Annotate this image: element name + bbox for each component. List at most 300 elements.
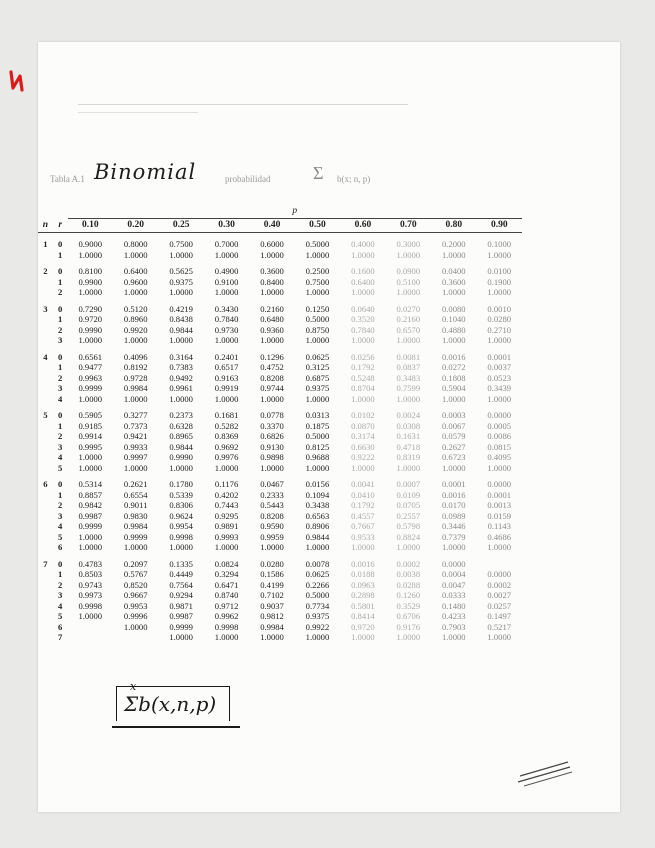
probability-cell: 0.2266 xyxy=(305,579,330,590)
probability-cell: 0.9987 xyxy=(169,611,193,621)
probability-cell: 0.0900 xyxy=(396,266,421,276)
n-cell xyxy=(38,394,53,405)
probability-cell: 0.0170 xyxy=(441,500,466,510)
probability-cell: 0.3520 xyxy=(351,314,375,324)
probability-cell: 0.9294 xyxy=(169,590,193,600)
probability-cell: 1.0000 xyxy=(169,462,193,473)
n-cell: 4 xyxy=(43,351,48,362)
probability-cell: 0.9998 xyxy=(78,600,103,611)
probability-cell: 0.9963 xyxy=(78,372,103,383)
r-cell: 5 xyxy=(58,611,63,621)
probability-cell: 1.0000 xyxy=(351,393,375,404)
probability-cell: 0.9421 xyxy=(123,431,148,441)
probability-cell: 0.7564 xyxy=(169,579,193,590)
probability-cell: 0.2000 xyxy=(441,239,466,249)
probability-cell: 0.9533 xyxy=(351,531,375,542)
probability-cell: 0.0003 xyxy=(441,410,466,420)
red-pen-mark xyxy=(8,68,26,94)
probability-cell: 0.3438 xyxy=(305,500,330,510)
table-row xyxy=(38,346,522,363)
probability-cell: 1.0000 xyxy=(169,335,193,345)
n-cell xyxy=(38,569,53,580)
n-cell xyxy=(38,314,53,325)
probability-cell: 0.9871 xyxy=(169,600,193,611)
r-cell: 3 xyxy=(58,590,63,600)
r-cell: 2 xyxy=(58,579,63,590)
r-cell: 3 xyxy=(58,383,63,393)
probability-cell: 0.0625 xyxy=(305,351,330,362)
probability-cell: 0.6563 xyxy=(305,510,330,521)
probability-cell: 0.0625 xyxy=(305,569,330,579)
p-column-header: 0.20 xyxy=(113,219,158,233)
r-cell: 7 xyxy=(58,632,63,642)
probability-cell: 0.9990 xyxy=(169,452,193,462)
probability-cell: 0.0041 xyxy=(351,479,375,489)
probability-cell: 1.0000 xyxy=(305,287,330,297)
probability-cell: 0.0002 xyxy=(487,579,512,590)
probability-cell: 1.0000 xyxy=(78,335,103,345)
probability-cell: 0.0280 xyxy=(487,314,512,324)
table-caption xyxy=(50,160,430,190)
probability-cell: 0.0010 xyxy=(487,303,512,314)
probability-cell: 0.2373 xyxy=(169,410,193,420)
probability-cell: 0.3430 xyxy=(214,303,239,314)
probability-cell: 0.7373 xyxy=(123,420,148,431)
probability-cell: 1.0000 xyxy=(351,542,375,552)
probability-cell: 0.0410 xyxy=(351,489,375,500)
probability-cell: 1.0000 xyxy=(78,531,103,542)
probability-cell: 0.1000 xyxy=(487,239,512,249)
n-cell: 2 xyxy=(43,266,48,276)
probability-cell: 0.9984 xyxy=(123,383,148,393)
table-row xyxy=(38,463,522,474)
probability-cell: 0.9998 xyxy=(169,531,193,542)
p-label: p xyxy=(68,205,522,219)
probability-cell: 0.0400 xyxy=(441,266,466,276)
probability-cell: 0.5000 xyxy=(305,590,330,600)
probability-cell: 0.4000 xyxy=(351,239,375,249)
probability-cell: 0.6554 xyxy=(123,489,148,500)
probability-cell: 0.9222 xyxy=(351,452,375,462)
probability-cell: 0.2627 xyxy=(441,441,466,452)
probability-cell: 0.0001 xyxy=(487,489,512,500)
probability-cell: 0.5905 xyxy=(78,410,103,420)
n-cell: 6 xyxy=(43,479,48,489)
probability-cell: 0.1260 xyxy=(396,590,421,600)
probability-cell: 0.7840 xyxy=(351,324,375,335)
probability-cell: 0.2160 xyxy=(396,314,421,324)
handwritten-formula xyxy=(124,680,217,716)
probability-cell: 0.0523 xyxy=(487,372,512,383)
probability-cell: 0.1792 xyxy=(351,500,375,510)
probability-cell: 0.9743 xyxy=(78,579,103,590)
probability-cell: 1.0000 xyxy=(441,462,466,473)
r-cell: 2 xyxy=(58,287,63,297)
probability-cell: 0.5339 xyxy=(169,489,193,500)
probability-cell: 0.0016 xyxy=(351,558,375,569)
probability-cell: 0.8400 xyxy=(260,276,284,287)
n-cell xyxy=(38,521,53,532)
probability-cell: 0.4880 xyxy=(441,324,466,335)
probability-cell: 0.9962 xyxy=(214,611,239,621)
probability-cell: 0.0989 xyxy=(441,510,466,521)
probability-cell: 0.0288 xyxy=(396,579,421,590)
probability-cell: 0.9692 xyxy=(214,441,239,452)
probability-cell: 1.0000 xyxy=(305,249,330,260)
r-cell: 2 xyxy=(58,500,63,510)
probability-cell: 0.9996 xyxy=(123,611,148,621)
probability-cell: 0.0159 xyxy=(487,510,512,521)
probability-cell: 0.9976 xyxy=(214,452,239,462)
r-cell: 5 xyxy=(58,462,63,473)
probability-cell: 0.9987 xyxy=(78,510,103,521)
probability-cell: 1.0000 xyxy=(351,249,375,260)
probability-cell: 0.2500 xyxy=(305,266,330,276)
scribble-mark xyxy=(514,756,576,788)
probability-cell: 0.0188 xyxy=(351,569,375,579)
p-column-header: 0.90 xyxy=(477,219,523,233)
probability-cell: 1.0000 xyxy=(214,287,239,297)
probability-cell: 0.5798 xyxy=(396,521,421,531)
probability-cell: 1.0000 xyxy=(123,542,148,552)
probability-cell: 0.9375 xyxy=(305,611,330,621)
probability-cell: 0.9984 xyxy=(123,521,148,531)
probability-cell xyxy=(68,632,113,643)
n-cell xyxy=(38,442,53,453)
probability-cell: 1.0000 xyxy=(214,335,239,345)
p-column-header: 0.25 xyxy=(158,219,203,233)
probability-cell: 0.9728 xyxy=(123,372,148,383)
r-cell: 4 xyxy=(58,393,63,404)
probability-cell: 1.0000 xyxy=(214,542,239,552)
p-column-header: 0.40 xyxy=(249,219,294,233)
probability-cell: 0.8857 xyxy=(78,489,103,500)
probability-cell: 0.0256 xyxy=(351,351,375,362)
probability-cell: 0.7903 xyxy=(441,621,466,632)
probability-cell: 0.9163 xyxy=(214,372,239,383)
probability-cell: 0.0000 xyxy=(441,558,466,569)
r-cell: 0 xyxy=(58,351,63,362)
r-cell: 3 xyxy=(58,335,63,345)
probability-cell: 0.0467 xyxy=(260,479,284,489)
probability-cell: 0.3277 xyxy=(123,410,148,420)
r-cell: 4 xyxy=(58,521,63,531)
probability-cell: 0.1631 xyxy=(396,431,421,441)
probability-cell: 1.0000 xyxy=(260,335,284,345)
table-row xyxy=(38,298,522,315)
n-cell xyxy=(38,500,53,511)
r-cell: 1 xyxy=(58,249,63,260)
probability-cell: 0.0000 xyxy=(487,479,512,489)
probability-cell: 0.0038 xyxy=(396,569,421,579)
probability-cell: 0.0313 xyxy=(305,410,330,420)
table-row xyxy=(38,511,522,522)
probability-cell: 0.0257 xyxy=(487,600,512,611)
probability-cell: 0.8369 xyxy=(214,431,239,441)
faint-rule xyxy=(78,104,408,105)
r-cell: 1 xyxy=(58,420,63,431)
probability-cell: 1.0000 xyxy=(78,287,103,297)
probability-cell: 1.0000 xyxy=(396,462,421,473)
binomial-table xyxy=(38,205,522,643)
r-cell: 6 xyxy=(58,542,63,552)
table-row xyxy=(38,250,522,261)
probability-cell: 1.0000 xyxy=(78,393,103,404)
probability-cell: 0.1808 xyxy=(441,372,466,383)
n-cell xyxy=(38,463,53,474)
r-column-header: r xyxy=(53,219,68,233)
n-group xyxy=(38,233,522,261)
table-row xyxy=(38,277,522,288)
probability-cell: 1.0000 xyxy=(305,462,330,473)
probability-cell: 0.3370 xyxy=(260,420,284,431)
probability-cell: 0.9176 xyxy=(396,621,421,632)
probability-cell: 0.1176 xyxy=(214,479,239,489)
probability-cell: 0.9624 xyxy=(169,510,193,521)
table-row xyxy=(38,500,522,511)
probability-cell: 0.5000 xyxy=(305,431,330,441)
probability-cell: 0.9590 xyxy=(260,521,284,531)
probability-cell: 0.8319 xyxy=(396,452,421,462)
probability-cell: 0.9984 xyxy=(260,621,284,632)
probability-cell: 0.9375 xyxy=(305,383,330,393)
caption-sigma: Σ xyxy=(313,163,324,183)
probability-cell: 0.0963 xyxy=(351,579,375,590)
probability-cell: 1.0000 xyxy=(487,542,512,552)
probability-cell: 1.0000 xyxy=(305,335,330,345)
probability-cell: 0.3000 xyxy=(396,239,421,249)
table-row xyxy=(38,632,522,643)
probability-cell: 0.4718 xyxy=(396,441,421,452)
probability-cell: 0.8208 xyxy=(260,372,284,383)
probability-cell: 0.3483 xyxy=(396,372,421,383)
formula-sum-sign: Σ xyxy=(124,692,139,716)
probability-cell: 1.0000 xyxy=(169,542,193,552)
probability-cell: 0.9600 xyxy=(123,276,148,287)
probability-cell: 0.9037 xyxy=(260,600,284,611)
probability-cell: 0.2621 xyxy=(123,479,148,489)
probability-cell: 0.8503 xyxy=(78,569,103,579)
probability-cell: 0.9477 xyxy=(78,362,103,372)
probability-cell: 0.9844 xyxy=(169,324,193,335)
probability-cell: 1.0000 xyxy=(396,632,421,642)
probability-cell: 0.9730 xyxy=(214,324,239,335)
probability-cell: 1.0000 xyxy=(396,393,421,404)
probability-cell: 0.9933 xyxy=(123,441,148,452)
n-cell: 1 xyxy=(43,239,48,249)
table-row xyxy=(38,373,522,384)
probability-cell: 0.0016 xyxy=(441,489,466,500)
probability-cell: 1.0000 xyxy=(78,542,103,552)
probability-cell: 0.0000 xyxy=(487,410,512,420)
n-cell xyxy=(38,632,53,643)
probability-cell: 0.1780 xyxy=(169,479,193,489)
table-row xyxy=(38,521,522,532)
probability-cell: 0.8824 xyxy=(396,531,421,542)
probability-cell: 0.6875 xyxy=(305,372,330,383)
probability-cell: 0.5120 xyxy=(123,303,148,314)
n-cell: 7 xyxy=(43,558,48,569)
r-cell: 1 xyxy=(58,314,63,324)
table-row xyxy=(38,611,522,622)
probability-cell: 0.0815 xyxy=(487,441,512,452)
table-row xyxy=(38,394,522,405)
probability-cell: 0.9973 xyxy=(78,590,103,600)
n-group xyxy=(38,298,522,346)
probability-cell: 1.0000 xyxy=(260,287,284,297)
probability-cell: 0.0270 xyxy=(396,303,421,314)
probability-cell: 0.4783 xyxy=(78,558,103,569)
r-cell: 4 xyxy=(58,452,63,462)
probability-cell: 0.2710 xyxy=(487,324,512,335)
probability-cell: 0.0007 xyxy=(396,479,421,489)
probability-cell: 0.9100 xyxy=(214,276,239,287)
probability-cell: 0.3294 xyxy=(214,569,239,579)
probability-cell: 1.0000 xyxy=(487,335,512,345)
probability-cell: 0.4096 xyxy=(123,351,148,362)
probability-cell: 0.8960 xyxy=(123,314,148,324)
probability-cell: 0.0837 xyxy=(396,362,421,372)
probability-cell: 0.6517 xyxy=(214,362,239,372)
probability-cell: 0.9993 xyxy=(214,531,239,542)
n-cell xyxy=(38,542,53,553)
probability-cell: 0.9130 xyxy=(260,441,284,452)
probability-cell: 0.9990 xyxy=(78,324,103,335)
probability-cell: 1.0000 xyxy=(487,393,512,404)
n-cell xyxy=(38,590,53,601)
probability-cell: 1.0000 xyxy=(169,249,193,260)
probability-cell: 0.9375 xyxy=(169,276,193,287)
probability-cell: 0.7500 xyxy=(169,239,193,249)
probability-cell: 1.0000 xyxy=(305,393,330,404)
table-row xyxy=(38,335,522,346)
probability-cell: 0.0047 xyxy=(441,579,466,590)
r-cell: 2 xyxy=(58,431,63,441)
probability-cell: 0.8906 xyxy=(305,521,330,531)
r-cell: 1 xyxy=(58,489,63,500)
table-row xyxy=(38,233,522,250)
r-cell: 0 xyxy=(58,558,63,569)
table-row xyxy=(38,542,522,553)
r-cell: 3 xyxy=(58,441,63,452)
probability-cell: 0.1586 xyxy=(260,569,284,579)
probability-cell: 0.9185 xyxy=(78,420,103,431)
n-cell xyxy=(38,421,53,432)
probability-cell: 0.3164 xyxy=(169,351,193,362)
probability-cell: 1.0000 xyxy=(260,393,284,404)
probability-cell: 1.0000 xyxy=(396,287,421,297)
probability-cell: 0.4557 xyxy=(351,510,375,521)
table-row xyxy=(38,553,522,570)
probability-cell xyxy=(113,632,158,643)
probability-cell: 0.0067 xyxy=(441,420,466,431)
probability-cell: 0.1296 xyxy=(260,351,284,362)
p-column-header: 0.60 xyxy=(340,219,385,233)
table-row xyxy=(38,442,522,453)
probability-cell: 0.9999 xyxy=(78,383,103,393)
probability-cell: 0.4199 xyxy=(260,579,284,590)
r-cell: 0 xyxy=(58,479,63,489)
p-column-header: 0.80 xyxy=(431,219,476,233)
probability-cell: 1.0000 xyxy=(441,287,466,297)
probability-cell: 1.0000 xyxy=(123,335,148,345)
probability-cell: 0.9844 xyxy=(169,441,193,452)
probability-cell: 0.8306 xyxy=(169,500,193,510)
probability-cell: 0.8704 xyxy=(351,383,375,393)
probability-cell: 0.7290 xyxy=(78,303,103,314)
formula-expression: b(x,n,p) xyxy=(138,692,217,716)
probability-cell: 0.6706 xyxy=(396,611,421,621)
probability-cell: 0.7383 xyxy=(169,362,193,372)
probability-cell: 1.0000 xyxy=(260,542,284,552)
probability-cell: 0.7379 xyxy=(441,531,466,542)
probability-cell: 1.0000 xyxy=(441,632,466,642)
probability-cell: 0.1792 xyxy=(351,362,375,372)
r-cell: 2 xyxy=(58,372,63,383)
probability-cell: 0.9720 xyxy=(351,621,375,632)
probability-cell: 0.2160 xyxy=(260,303,284,314)
probability-cell: 0.9891 xyxy=(214,521,239,531)
probability-cell: 1.0000 xyxy=(351,335,375,345)
probability-cell: 0.1480 xyxy=(441,600,466,611)
probability-cell: 0.1900 xyxy=(487,276,512,287)
table-row xyxy=(38,383,522,394)
probability-cell: 0.7840 xyxy=(214,314,239,324)
probability-cell: 0.0005 xyxy=(487,420,512,431)
probability-cell: 0.9295 xyxy=(214,510,239,521)
table-row xyxy=(38,362,522,373)
probability-cell: 1.0000 xyxy=(396,249,421,260)
n-group xyxy=(38,260,522,298)
probability-cell: 1.0000 xyxy=(260,249,284,260)
probability-cell: 0.8208 xyxy=(260,510,284,521)
probability-cell: 0.0037 xyxy=(487,362,512,372)
probability-cell: 0.5443 xyxy=(260,500,284,510)
faint-rule xyxy=(78,112,198,113)
probability-cell xyxy=(477,553,523,570)
probability-cell: 0.9953 xyxy=(123,600,148,611)
probability-cell: 0.1681 xyxy=(214,410,239,420)
probability-cell: 0.1600 xyxy=(351,266,375,276)
formula-upper-limit: x xyxy=(130,680,137,693)
probability-cell: 0.5248 xyxy=(351,372,375,383)
probability-cell: 0.6471 xyxy=(214,579,239,590)
probability-cell: 0.0705 xyxy=(396,500,421,510)
probability-cell: 0.0579 xyxy=(441,431,466,441)
n-group xyxy=(38,473,522,553)
probability-cell: 0.8100 xyxy=(78,266,103,276)
probability-cell: 0.0280 xyxy=(260,558,284,569)
probability-cell: 1.0000 xyxy=(396,542,421,552)
n-cell xyxy=(38,383,53,394)
n-cell: 5 xyxy=(43,410,48,420)
table-row xyxy=(38,490,522,501)
probability-cell: 0.6723 xyxy=(441,452,466,462)
probability-cell: 0.1094 xyxy=(305,489,330,500)
probability-cell: 1.0000 xyxy=(214,462,239,473)
probability-cell: 0.5282 xyxy=(214,420,239,431)
probability-cell: 1.0000 xyxy=(487,287,512,297)
probability-cell: 0.4449 xyxy=(169,569,193,579)
probability-cell: 0.8965 xyxy=(169,431,193,441)
n-cell xyxy=(38,362,53,373)
probability-cell: 0.5000 xyxy=(305,314,330,324)
n-cell xyxy=(38,277,53,288)
probability-cell: 0.9000 xyxy=(78,239,103,249)
table-row xyxy=(38,421,522,432)
probability-cell: 0.8740 xyxy=(214,590,239,600)
probability-cell: 0.0333 xyxy=(441,590,466,600)
